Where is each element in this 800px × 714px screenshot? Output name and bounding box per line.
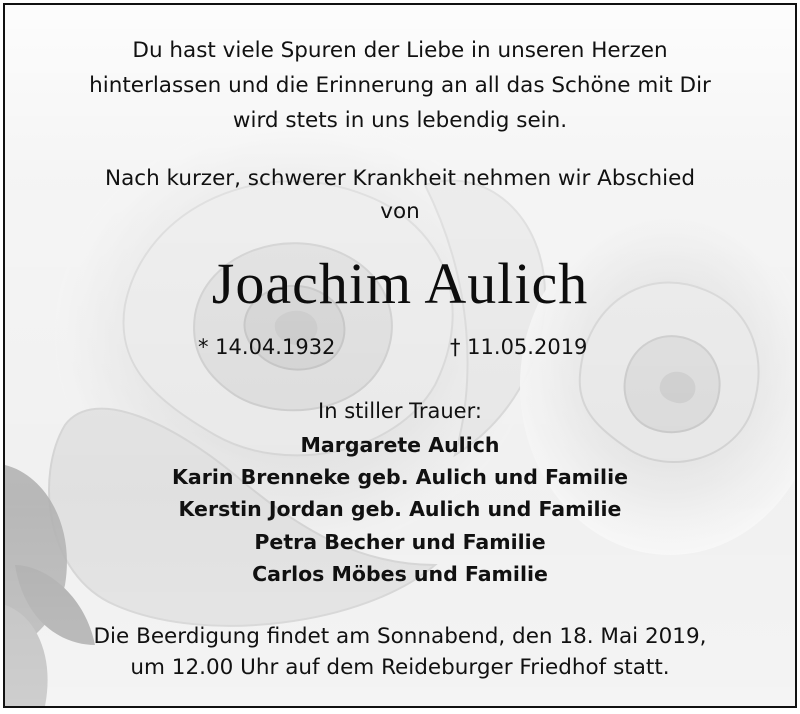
mourner-name: Petra Becher und Familie — [254, 530, 546, 554]
mourner-name: Carlos Möbes und Familie — [252, 562, 548, 586]
mourner-name: Margarete Aulich — [300, 433, 500, 457]
funeral-line-1: Die Beerdigung findet am Sonnabend, den 18. Mai 2019, — [93, 624, 707, 649]
mourner-name: Karin Brenneke geb. Aulich und Familie — [172, 465, 628, 489]
death-date: † 11.05.2019 — [450, 335, 588, 359]
verse-line-2: hinterlassen und die Erinnerung an all das Schöne mit Dir — [89, 73, 711, 98]
deceased-name: Joachim Aulich — [211, 251, 589, 316]
mourner-name: Kerstin Jordan geb. Aulich und Familie — [178, 497, 622, 521]
announcement-line-2: von — [380, 199, 420, 224]
verse-line-3: wird stets in uns lebendig sein. — [232, 108, 568, 133]
birth-date: * 14.04.1932 — [198, 335, 336, 359]
mourners-heading: In stiller Trauer: — [318, 399, 482, 423]
obituary-card — [3, 3, 797, 708]
funeral-line-2: um 12.00 Uhr auf dem Reideburger Friedhof statt. — [130, 655, 670, 680]
obituary-text — [5, 5, 795, 706]
verse-line-1: Du hast viele Spuren der Liebe in unseren Herzen — [132, 38, 668, 63]
announcement-line-1: Nach kurzer, schwerer Krankheit nehmen wir Abschied — [104, 166, 696, 191]
